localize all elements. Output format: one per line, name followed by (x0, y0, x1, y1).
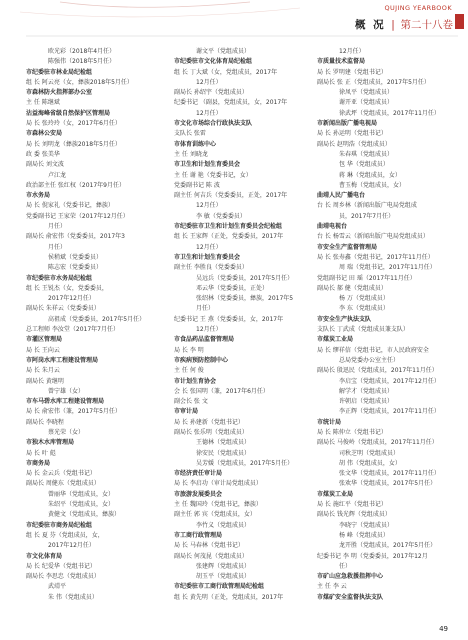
entry-line: 局 长 俞宏伟（兼，2017年5月任） (26, 408, 121, 416)
entry-line: 许朝启（党组成员） (339, 398, 394, 406)
entry-line: 纪委书记 李 明（党委委员，2017年12月 (317, 552, 428, 560)
entry-line: 解学才（党组成员） (339, 387, 394, 395)
entry-line: 局 长 罗明建（党组书记） (317, 68, 387, 76)
entry-line: 李正辉（党组成员，2017年11月任） (339, 408, 440, 416)
entry-line: 蔡光荣（女） (48, 428, 85, 436)
section-heading: 市食品药品监督管理局 (174, 336, 235, 344)
entry-line: 副局长 朱祥云（党委委员） (26, 305, 100, 313)
entry-line: 12月任） (196, 202, 222, 210)
entry-line: 12月任） (196, 78, 222, 86)
entry-line: 副局长 钱光辉（党组成员） (317, 511, 391, 519)
section-heading: 市疾病预防控制中心 (174, 356, 229, 364)
section-heading: 市新闻出版广播电视局 (317, 120, 378, 128)
entry-line: 局 长 金云兵（党组书记） (26, 470, 96, 478)
page-number: 49 (439, 625, 448, 633)
red-tab-marker (455, 14, 464, 29)
entry-line: 副局长 何茂昆（党组成员） (174, 552, 248, 560)
entry-line: 组 长 王锐杰（女，党委委员， (26, 284, 108, 292)
entry-line: 党委副书记 王家荣（2017年12月任） (26, 212, 129, 220)
entry-line: 主 任 陈继斌 (26, 99, 60, 107)
entry-line: 副会长 张 文 (174, 398, 208, 406)
entry-line: 主 任 何 俊 (174, 367, 204, 375)
entry-line: 党委副书记 陈 波 (174, 181, 220, 189)
section-heading: 市纪委驻市工商行政管理局纪检组 (174, 583, 265, 591)
entry-line: 局 长 孙运明（党组书记） (317, 130, 387, 138)
section-heading: 市纪委驻市林业局纪检组 (26, 68, 93, 76)
entry-line: 副局长 周健东（党组成员） (26, 480, 100, 488)
entry-line: 龙开胜（党组成员，2017年5月任） (339, 542, 437, 550)
section-heading: 市森林防火指挥部办公室 (26, 89, 93, 97)
entry-line: 局 长 缪祥信（党组书记，市人民政府安全 (317, 346, 429, 354)
entry-line: 政治部主任 张红权（2017年9月任） (26, 181, 125, 189)
entry-line: 会 长 张国明（兼，2017年6月任） (174, 387, 269, 395)
entry-line: 吴远兵（党委委员，2017年5月任） (196, 274, 294, 282)
entry-line: 徐武坪（党组成员，2017年11月任） (339, 109, 440, 117)
yearbook-label: QUJING YEARBOOK (384, 4, 452, 12)
entry-line: 高祖成（党委委员，2017年5月任） (48, 315, 146, 323)
entry-line: 副局长 张 正（党组成员，2017年5月任） (317, 78, 430, 86)
entry-line: 月任） (196, 305, 215, 313)
entry-line: 局 长 王向云 (26, 346, 60, 354)
section-heading: 市质量技术监督局 (317, 58, 366, 66)
entry-line: 局 长 张寿鑫（党组书记，2017年11月任） (317, 253, 434, 261)
text-column-right (317, 47, 457, 603)
entry-line: 陈强伟（2018年5月任） (48, 58, 116, 66)
section-heading: 市独木水库管理局 (26, 439, 75, 447)
entry-line: 主 任 谢 艳（党委书记，女） (174, 171, 252, 179)
entry-line: 胡 伟（党组成员，女） (339, 459, 401, 467)
section-heading: 市水务局 (26, 192, 51, 200)
section-heading: 市煤炭工业局 (317, 490, 354, 498)
section-heading: 市计划生育协会 (174, 377, 217, 385)
entry-line: 副局长 马俊岭（党组成员，2017年11月任） (317, 439, 438, 447)
entry-line: 曹玉梅（党组成员，女） (339, 181, 406, 189)
entry-line: 卢江龙 (48, 171, 67, 179)
entry-line: 司秋芝明（党组成员） (339, 449, 400, 457)
page-header (0, 0, 468, 42)
entry-line: 组 长 夏 芬（党组成员，女， (26, 531, 104, 539)
text-column-left (26, 47, 164, 603)
entry-line: 张欢华（党组成员，2017年5月任） (339, 480, 437, 488)
entry-line: 黄健文（党组成员，彝族） (48, 511, 121, 519)
entry-line: 朱绍平（党组成员，女） (48, 501, 115, 509)
entry-line: 台 长 杨雪云（新闻出版广电局党组成员） (317, 233, 429, 241)
entry-line: 局 长 施红平（党组书记） (317, 501, 387, 509)
entry-line: 蒋 琳（党组成员，女） (339, 171, 401, 179)
entry-line: 12月任） (196, 326, 222, 334)
entry-line: 组 长 黄先明（正处，党组成员，2017年 (174, 593, 284, 601)
entry-line: 局 长 倪家礼（党委书记，彝族） (26, 202, 114, 210)
entry-line: 副局长 刘文波 (26, 161, 64, 169)
section-title-volume: 第二十八卷 (400, 19, 453, 31)
entry-line: 12月任） (196, 243, 222, 251)
section-heading: 市统计局 (317, 418, 342, 426)
entry-line: 主 任 魏国玲（党组书记，彝族） (174, 501, 262, 509)
section-title (355, 17, 453, 32)
entry-line: 副局长 李晓程 (26, 418, 64, 426)
entry-line: 副局长 李思忠（党组成员） (26, 573, 100, 581)
entry-line: 周 瑞（党组书记，2017年11月任） (339, 264, 436, 272)
entry-line: 台 长 周乡林（新闻出版广电局党组成 (317, 202, 417, 210)
entry-line: 陈志宏（党委委员） (48, 264, 103, 272)
entry-line: 徐安民（党组成员） (196, 449, 251, 457)
section-heading: 市文化市场综合行政执法支队 (174, 120, 253, 128)
section-heading: 市矿山应急救援指挥中心 (317, 573, 384, 581)
entry-line: 吴芳媛（党组成员，2017年5月任） (196, 459, 294, 467)
entry-line: 组 长 阿云亮（女，彝族2018年5月任） (26, 78, 133, 86)
entry-line: 徐凤平（党组成员） (339, 89, 394, 97)
section-heading: 市工商行政管理局 (174, 531, 223, 539)
entry-line: 王德林（党组成员） (196, 439, 251, 447)
entry-line: 张文华（党组成员，2017年11月任） (339, 470, 440, 478)
entry-line: 12月任） (196, 109, 222, 117)
entry-line: 局 长 马春林（党组书记） (174, 542, 244, 550)
entry-line: 谢文平（党组成员） (196, 48, 251, 55)
entry-line: 胡玉平（党组成员） (196, 573, 251, 581)
text-column-middle (174, 47, 312, 603)
entry-line: 局 长 李 明 (174, 346, 204, 354)
section-heading: 市纪委驻市卫生和计划生育委员会纪检组 (174, 223, 283, 231)
entry-line: 员，2017年7月任） (339, 212, 395, 220)
section-heading: 曲靖电视台 (317, 223, 348, 231)
entry-line: 总工程师 李汝堂（2017年7月任） (26, 326, 119, 334)
entry-line: 李 敏（党委委员） (196, 212, 246, 220)
entry-line: 月任） (48, 243, 67, 251)
entry-line: 纪委书记 （副县，党组成员，女，2017年 (174, 99, 288, 107)
entry-line: 包 华（党组成员） (339, 161, 389, 169)
entry-line: 纪委书记 王 燕（党委委员，女，2017年 (174, 315, 284, 323)
section-heading: 市旅游发展委员会 (174, 490, 223, 498)
entry-line: 副局长 张乐明（党组成员） (174, 428, 248, 436)
section-heading: 市安全生产监督管理局 (317, 243, 378, 251)
entry-line: 杨 峰（党组成员） (339, 531, 389, 539)
section-title-main: 概 况 (354, 19, 386, 31)
section-heading: 市卫生和计划生育委员会 (174, 161, 241, 169)
entry-line: 朱春琪（党组成员） (339, 150, 394, 158)
section-heading: 市车马碧水库工程建设管理局 (26, 398, 105, 406)
entry-line: 副主任 郭 宾（党组成员，女） (174, 511, 256, 519)
entry-line: 副局长 郝 健（党组成员） (317, 284, 387, 292)
entry-line: 李晓宁（党组成员） (339, 521, 394, 529)
entry-line: 局 长 朱月云 (26, 367, 60, 375)
section-heading: 市煤炭工业局 (317, 336, 354, 344)
entry-line: 月任） (48, 223, 67, 231)
entry-line: 局 长 张玲玲（女，2017年6月任） (26, 120, 121, 128)
section-heading: 市商务局 (26, 459, 51, 467)
entry-line: 局 长 叶 彪 (26, 449, 56, 457)
entry-line: 谢开亚（党组成员） (339, 99, 394, 107)
entry-line: 李 东（党组成员） (339, 305, 389, 313)
entry-line: 组 长 王家辉（正处，党委委员，2017年 (174, 233, 284, 241)
entry-line: 副主任 李胜良（党委委员） (174, 264, 248, 272)
entry-line: 局 长 纪爱华（党组书记） (26, 562, 96, 570)
entry-line: 曾丽华（党组成员，女） (48, 490, 115, 498)
entry-line: 武靖平 (48, 583, 67, 591)
entry-line: 局 长 陈仲立（党组书记） (317, 428, 387, 436)
section-heading: 市纪委驻市水务局纪检组 (26, 274, 93, 282)
entry-line: 朱 伟（党组成员） (48, 593, 98, 601)
entry-line: 李竹义（党组成员） (196, 521, 251, 529)
entry-line: 杨 万（党组成员） (339, 295, 389, 303)
section-heading: 市煤矿安全监督执法支队 (317, 593, 384, 601)
entry-line: 副局长 孙绍宇（党组成员） (174, 89, 248, 97)
entry-line: 张建辉（党组成员） (196, 562, 251, 570)
section-heading: 曲靖人民广播电台 (317, 192, 366, 200)
entry-line: 李启宝（党组成员，2017年12月任） (339, 377, 440, 385)
entry-line: 2017年12月任） (48, 542, 95, 550)
entry-line: 组 长 丁大斌（女，党组成员，2017年 (174, 68, 278, 76)
section-heading: 市体育训练中心 (174, 140, 217, 148)
entry-line: 任） (339, 562, 352, 570)
entry-line: 2017年12月任） (48, 295, 95, 303)
section-heading: 市纪委驻市文化体育局纪检组 (174, 58, 253, 66)
entry-line: 副主任 何吉兵（党委委员，正处，2017年 (174, 192, 288, 200)
section-heading: 市安全生产执法支队 (317, 315, 372, 323)
entry-line: 副局长 赵明浩（党组成员） (317, 140, 391, 148)
section-title-separator: | (391, 19, 395, 31)
entry-line: 总局党委办公室主任） (339, 356, 400, 364)
entry-line: 邓云华（党委委员，正处） (196, 284, 269, 292)
entry-line: 政 委 张美华 (26, 150, 60, 158)
entry-line: 党组副书记 田 瑶（2017年11月任） (317, 274, 416, 282)
section-heading: 市灌区管理局 (26, 336, 63, 344)
section-heading: 市阿岗水库工程建设管理局 (26, 356, 99, 364)
entry-line: 欧光彩（2018年4月任） (48, 48, 116, 55)
entry-line: 12月任） (339, 48, 365, 55)
section-heading: 市卫生和计划生育委员会 (174, 253, 241, 261)
entry-line: 张绍林（党委委员，彝族，2017年5 (196, 295, 294, 303)
entry-line: 局 长 李启功（审计局党组成员） (174, 480, 262, 488)
entry-line: 副局长 俞宏伟（党委委员，2017年3 (26, 233, 125, 241)
entry-line: 侯稍斌（党委委员） (48, 253, 103, 261)
entry-line: 支队长 张雷 (174, 130, 206, 138)
section-heading: 市经济责任审计局 (174, 470, 223, 478)
entry-line: 局 长 孙建新（党组书记） (174, 418, 244, 426)
entry-line: 曾宁雄（女） (48, 387, 85, 395)
section-heading: 市审计局 (174, 408, 199, 416)
section-heading: 沾益海峰省级自然保护区管理局 (26, 109, 111, 117)
section-heading: 市文化体育局 (26, 552, 63, 560)
section-heading: 市森林公安局 (26, 130, 63, 138)
entry-line: 主 任 李 云 (317, 583, 347, 591)
entry-line: 局 长 刘明龙（彝族2018年5月任） (26, 140, 121, 148)
entry-line: 支队长 丁武成（党组成员兼支队） (317, 326, 409, 334)
entry-line: 副局长 殷迅民（党组成员，2017年11月任） (317, 367, 438, 375)
section-heading: 市纪委驻市商务局纪检组 (26, 521, 93, 529)
entry-line: 主 任 刘晓龙 (174, 150, 208, 158)
entry-line: 副局长 黄继明 (26, 377, 64, 385)
